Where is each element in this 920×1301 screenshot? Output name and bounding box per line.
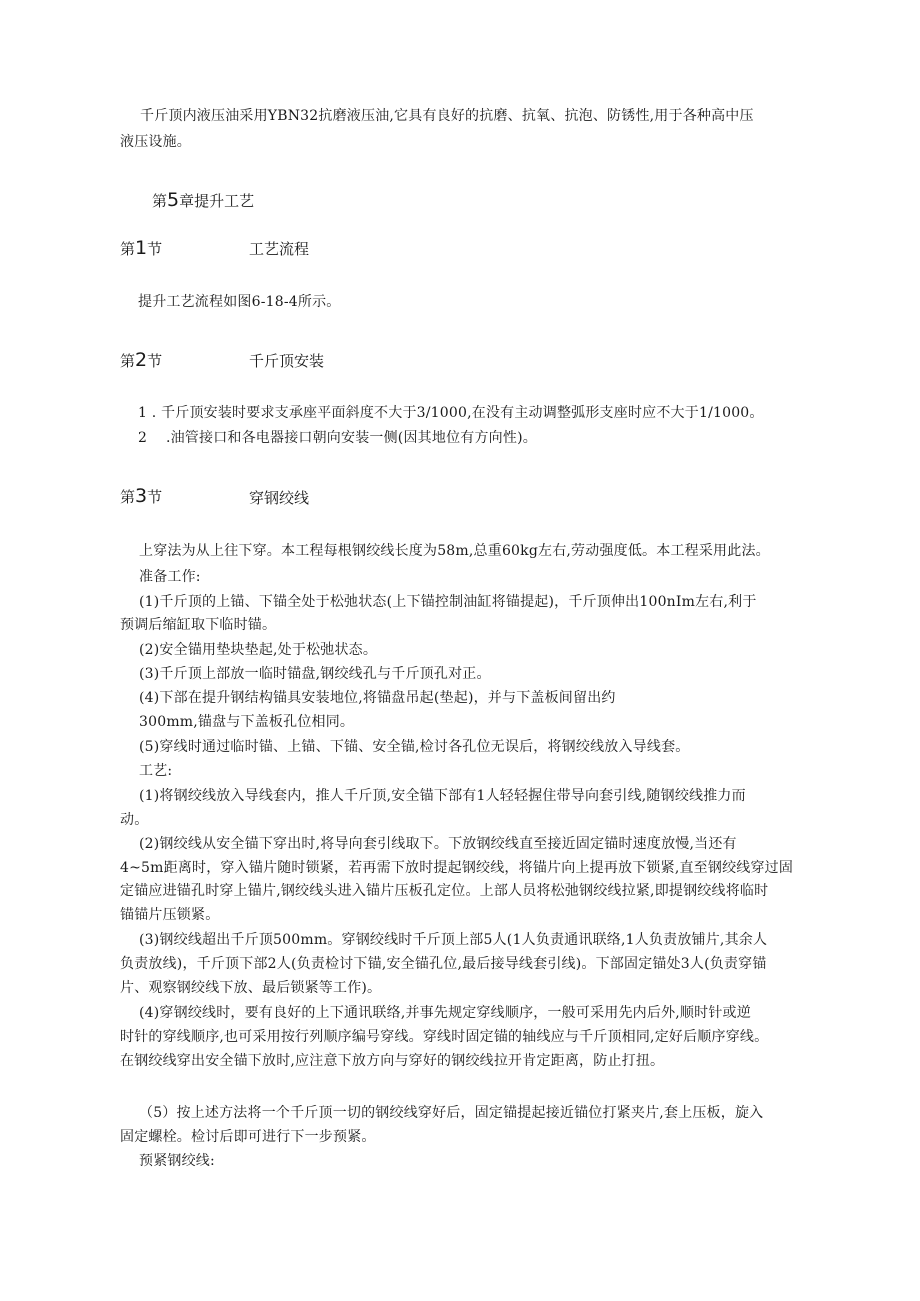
chapter-number: 5 bbox=[167, 189, 180, 211]
section-3-line: 预调后缩缸取下临时锚。 bbox=[120, 617, 277, 633]
section-3-line: 上穿法为从上往下穿。本工程每根钢绞线长度为58m,总重60kg左右,劳动强度低。本工程采用此法。 bbox=[139, 543, 770, 559]
section-3-line: 时针的穿线顺序,也可采用按行列顺序编号穿线。穿线时固定锚的轴线应与千斤顶相同,定好后顺序穿线。 bbox=[120, 1029, 769, 1045]
section-2-item-2: 2 .油管接口和各电器接口朝向安装一侧(因其地位有方向性)。 bbox=[138, 430, 537, 446]
section-1-text: 提升工艺流程如图6-18-4所示。 bbox=[138, 294, 341, 310]
chapter-title: 章提升工艺 bbox=[179, 192, 255, 210]
intro-line-2: 液压设施。 bbox=[120, 134, 191, 150]
section-3-line: (2)安全锚用垫块垫起,处于松弛状态。 bbox=[139, 642, 378, 658]
section-1-label bbox=[120, 237, 162, 260]
section-3-line: 定锚应进锚孔时穿上锚片,钢绞线头进入锚片压板孔定位。上部人员将松弛钢绞线拉紧,即提钢绞线将临时 bbox=[120, 883, 769, 899]
section-1-suffix: 节 bbox=[147, 240, 163, 258]
section-3-line: 负责放线)，千斤顶下部2人(负责检讨下锚,安全锚孔位,最后接导线套引线)。下部固定锚处3人(负责穿锚 bbox=[120, 956, 767, 972]
section-3-line: (2)钢绞线从安全锚下穿出时,将导向套引线取下。下放钢绞线直至接近固定锚时速度放慢,当还有 bbox=[139, 836, 737, 852]
section-3-suffix: 节 bbox=[147, 488, 163, 506]
section-3-line: (3)钢绞线超出千斤顶500mm。穿钢绞线时千斤顶上部5人(1人负责通讯联络,1人负责放铺片,其余人 bbox=[139, 932, 768, 948]
section-2-prefix: 第 bbox=[120, 352, 136, 370]
section-1-prefix: 第 bbox=[120, 240, 136, 258]
section-3-line: (5)穿线时通过临时锚、上锚、下锚、安全锚,检讨各孔位无误后，将钢绞线放入导线套。 bbox=[139, 739, 690, 755]
section-3-number: 3 bbox=[135, 485, 148, 507]
section-3-line: （5）按上述方法将一个千斤顶一切的钢绞线穿好后，固定锚提起接近锚位打紧夹片,套上压板，旋入 bbox=[139, 1105, 764, 1121]
section-2-label bbox=[120, 349, 162, 372]
chapter-heading bbox=[152, 189, 254, 212]
section-3-title: 穿钢绞线 bbox=[249, 489, 310, 507]
section-3-line: 预紧钢绞线: bbox=[139, 1153, 215, 1169]
section-2-title: 千斤顶安装 bbox=[249, 352, 325, 370]
section-2-number: 2 bbox=[135, 349, 148, 371]
section-3-line: (1)千斤顶的上锚、下锚全处于松弛状态(上下锚控制油缸将锚提起)，千斤顶伸出100nIm左右,利于 bbox=[139, 594, 757, 610]
section-1-title: 工艺流程 bbox=[249, 240, 310, 258]
section-3-prefix: 第 bbox=[120, 488, 136, 506]
section-3-line: 动。 bbox=[120, 812, 149, 828]
section-3-line: 锚锚片压锁紧。 bbox=[120, 907, 220, 923]
section-3-line: 4~5m距离时，穿入锚片随时锁紧，若再需下放时提起钢绞线，将锚片向上提再放下锁紧,直至钢绞线穿过固 bbox=[120, 860, 794, 876]
section-3-line: 片、观察钢绞线下放、最后锁紧等工作)。 bbox=[120, 980, 382, 996]
section-3-line: (3)千斤顶上部放一临时锚盘,钢绞线孔与千斤顶孔对正。 bbox=[139, 666, 491, 682]
section-1-number: 1 bbox=[135, 237, 148, 259]
section-2-item-1: 1 . 千斤顶安装时要求支承座平面斜度不大于3/1000,在没有主动调整弧形支座时应不大于1/1000。 bbox=[138, 405, 764, 421]
intro-line-1: 千斤顶内液压油采用YBN32抗磨液压油,它具有良好的抗磨、抗氧、抗泡、防锈性,用于各种高中压 bbox=[140, 108, 754, 124]
section-2-suffix: 节 bbox=[147, 352, 163, 370]
section-3-line: (1)将钢绞线放入导线套内，推人千斤顶,安全锚下部有1人轻轻握住带导向套引线,随钢绞线推力而 bbox=[139, 788, 746, 804]
section-3-line: 300mm,锚盘与下盖板孔位相同。 bbox=[139, 714, 355, 730]
section-3-line: 准备工作: bbox=[139, 569, 201, 585]
section-3-line: (4)下部在提升钢结构锚具安装地位,将锚盘吊起(垫起)，并与下盖板间留出约 bbox=[139, 690, 616, 706]
section-3-line: (4)穿钢绞线时，要有良好的上下通讯联络,并事先规定穿线顺序，一般可采用先内后外,顺时针或逆 bbox=[139, 1005, 751, 1021]
section-3-line: 工艺: bbox=[139, 763, 173, 779]
chapter-prefix: 第 bbox=[152, 192, 168, 210]
section-3-label bbox=[120, 485, 162, 508]
section-3-line: 在钢绞线穿出安全锚下放时,应注意下放方向与穿好的钢绞线拉开肯定距离，防止打扭。 bbox=[120, 1053, 665, 1069]
section-3-line: 固定螺栓。检讨后即可进行下一步预紧。 bbox=[120, 1129, 376, 1145]
